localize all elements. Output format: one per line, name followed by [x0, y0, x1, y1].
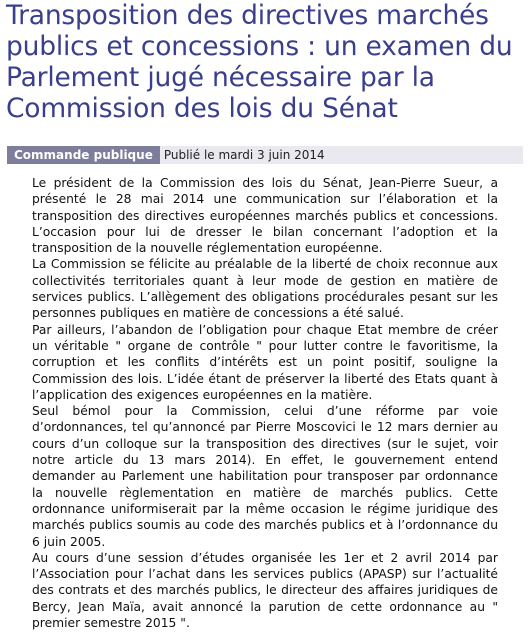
article-title: Transposition des directives marchés publics et concessions : un examen du Parlement jugé nécessaire par la Commission des lois du Sénat	[6, 0, 513, 124]
article-paragraph-2: La Commission se félicite au préalable de la liberté de choix reconnue aux collectivités territoriales quant à leur mode de gestion en matière de services publics. L’allègement des obligations procédurales pesant sur les personnes publiques en matière de concessions a été salué.	[32, 257, 498, 321]
article-meta-bar	[7, 146, 523, 164]
publish-date: Publié le mardi 3 juin 2014	[163, 148, 325, 162]
article-body	[32, 175, 498, 639]
article-paragraph-4: Seul bémol pour la Commission, celui d’une réforme par voie d’ordonnances, tel qu’annoncé par Pierre Moscovici le 12 mars dernier au cours d’un colloque sur la transposition des directives (sur le sujet, voir notre article du 13 mars 2014). En effet, le gouvernement entend demander au Parlement une habilitation pour transposer par ordonnance la nouvelle règlementation en matière de marchés publics. Cette ordonnance uniformiserait par la même occasion le régime juridique des marchés publics soumis au code des marchés publics et à l’ordonnance du 6 juin 2005.	[32, 404, 498, 549]
category-tag[interactable]: Commande publique	[7, 146, 160, 164]
article-paragraph-1: Le président de la Commission des lois du Sénat, Jean-Pierre Sueur, a présenté le 28 mai 2014 une communication sur l’élaboration et la transposition des directives européennes marchés publics et concessions. L’occasion pour lui de dresser le bilan concernant l’adoption et la transposition de la nouvelle réglementation européenne.	[32, 176, 498, 256]
article-paragraph-5: Au cours d’une session d’études organisée les 1er et 2 avril 2014 par l’Association pour l’achat dans les services publics (APASP) sur l’actualité des contrats et des marchés publics, le directeur des affaires juridiques de Bercy, Jean Maïa, avait annoncé la parution de cette ordonnance au " premier semestre 2015 ".	[32, 550, 498, 631]
article-paragraph-3: Par ailleurs, l’abandon de l’obligation pour chaque Etat membre de créer un véritable " organe de contrôle " pour lutter contre le favoritisme, la corruption et les conflits d’intérêts est un point positif, souligne la Commission des lois. L’idée étant de préserver la liberté des Etats quant à l’application des exigences européennes en la matière.	[32, 322, 498, 402]
